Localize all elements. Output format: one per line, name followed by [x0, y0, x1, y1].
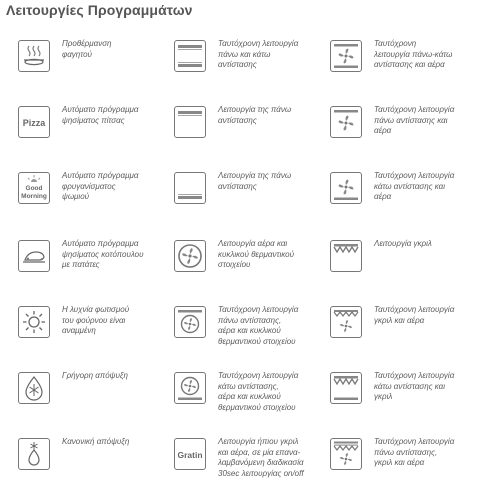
program-label: Ταυτόχρονη λειτουργία κάτω αντίστασης και γκριλ	[374, 371, 455, 401]
program-label: Λειτουργία αέρα και κυκλικού θερμαντικού στοιχείου	[218, 239, 294, 269]
svg-text:Pizza: Pizza	[22, 118, 46, 128]
top-bottom-heat-icon	[174, 40, 206, 72]
top-fan-icon	[330, 106, 362, 138]
program-label: Ταυτόχρονη λειτουργία πάνω αντίστασης και αέρα	[374, 105, 455, 135]
program-label: Η λυχνία φωτισμού του φούρνου είναι αναμμένη	[62, 305, 130, 335]
grill-fan-icon	[330, 306, 362, 338]
fast-defrost-icon	[18, 372, 50, 404]
program-label: Ταυτόχρονη λειτουργία πάνω αντίστασης, αέρα και κυκλικού θερμαντικού στοιχείου	[218, 305, 299, 346]
program-label: Ταυτόχρονη λειτουργία πάνω και κάτω αντίστασης	[218, 39, 299, 69]
program-label: Αυτόματο πρόγραμμα ψησίματος κοτόπουλου με πατάτες	[62, 239, 144, 269]
program-item	[330, 168, 490, 228]
warming-dish-icon	[18, 40, 50, 72]
normal-defrost-icon	[18, 438, 50, 470]
program-item	[18, 168, 178, 228]
fan-ring-heater-icon	[174, 240, 206, 272]
program-label: Λειτουργία της πάνω αντίστασης	[218, 105, 292, 125]
grill-icon	[330, 240, 362, 272]
grill-bottom-icon	[330, 372, 362, 404]
program-label: Ταυτόχρονη λειτουργία γκριλ και αέρα	[374, 305, 455, 325]
program-item	[174, 302, 334, 362]
program-label: Ταυτόχρονη λειτουργία πάνω αντίστασης, γκριλ και αέρα	[374, 437, 455, 467]
grill-top-fan-icon	[330, 438, 362, 470]
program-label: Προθέρμανση φαγητού	[62, 39, 112, 59]
svg-text:Good: Good	[25, 185, 43, 192]
gratin-icon	[174, 438, 206, 470]
program-label: Ταυτόχρονη λειτουργία πάνω-κάτω αντίστασης και αέρα	[374, 39, 453, 69]
program-item	[174, 102, 334, 162]
program-item	[330, 368, 490, 428]
program-label: Λειτουργία γκριλ	[374, 239, 432, 248]
program-label: Αυτόματο πρόγραμμα ψησίματος πίτσας	[62, 105, 139, 125]
program-item	[18, 302, 178, 362]
bottom-fan-icon	[330, 172, 362, 204]
program-item	[174, 368, 334, 428]
program-item	[18, 368, 178, 428]
svg-text:Gratin: Gratin	[177, 450, 203, 460]
program-label: Αυτόματο πρόγραμμα φρυγανίσματος ψωμιού	[62, 171, 139, 201]
program-label: Κανονική απόψυξη	[62, 437, 130, 446]
bottom-heat-icon	[174, 172, 206, 204]
program-item	[18, 434, 178, 494]
bottom-fan-ring-icon	[174, 372, 206, 404]
program-label: Γρήγορη απόψυξη	[62, 371, 128, 380]
program-item	[330, 36, 490, 96]
svg-text:Morning: Morning	[21, 193, 47, 200]
program-label: Ταυτόχρονη λειτουργία κάτω αντίστασης, αέρα και κυκλικού θερμαντικού στοιχείου	[218, 371, 299, 412]
program-item	[174, 36, 334, 96]
pizza-icon	[18, 106, 50, 138]
top-heat-icon	[174, 106, 206, 138]
program-item	[174, 236, 334, 296]
program-item	[330, 236, 490, 296]
program-item	[330, 302, 490, 362]
page-title: Λειτουργίες Προγραμμάτων	[6, 2, 193, 18]
program-item	[174, 168, 334, 228]
top-bottom-fan-icon	[330, 40, 362, 72]
program-item	[18, 102, 178, 162]
program-item	[174, 434, 334, 494]
program-label: Λειτουργία ήπιου γκριλ και αέρα, σε μία επανα- λαμβανόμενη διαδικασία 30sec λειτουργίας on/off	[218, 437, 304, 478]
oven-lamp-icon	[18, 306, 50, 338]
program-item	[330, 102, 490, 162]
chicken-icon	[18, 240, 50, 272]
program-label: Λειτουργία της πάνω αντίστασης	[218, 171, 292, 191]
program-label: Ταυτόχρονη λειτουργία κάτω αντίστασης και αέρα	[374, 171, 455, 201]
good-morning-icon	[18, 172, 50, 204]
program-item	[18, 236, 178, 296]
program-item	[330, 434, 490, 494]
top-fan-ring-icon	[174, 306, 206, 338]
program-item	[18, 36, 178, 96]
